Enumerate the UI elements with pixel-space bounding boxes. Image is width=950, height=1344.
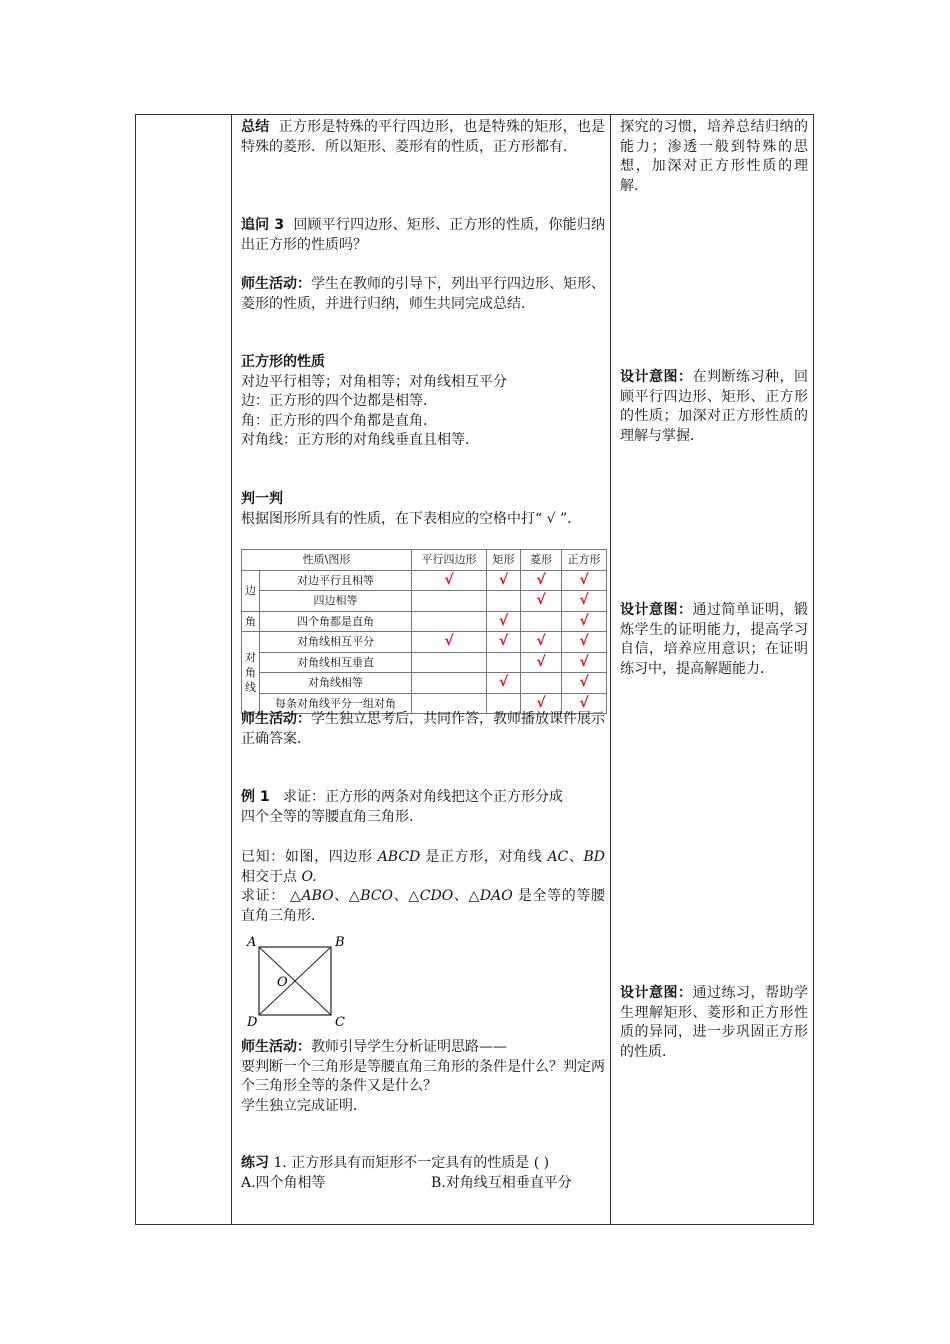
check-mark-icon: √ bbox=[536, 633, 546, 649]
summary-paragraph bbox=[241, 118, 605, 157]
followup3-paragraph bbox=[241, 216, 605, 255]
column-divider-left bbox=[231, 114, 232, 1225]
activity1-paragraph bbox=[241, 275, 605, 314]
design-note-3 bbox=[620, 984, 808, 1062]
example1-given bbox=[241, 848, 605, 887]
table-check-cell bbox=[487, 652, 521, 673]
design-text: 在判断练习种，回顾平行四边形、矩形、正方形的性质；加深对正方形性质的理解与掌握． bbox=[620, 369, 808, 444]
properties-title: 正方形的性质 bbox=[241, 354, 325, 370]
table-header-cell: 正方形 bbox=[562, 550, 607, 571]
table-property-name: 四个角都是直角 bbox=[260, 611, 412, 632]
judge-section bbox=[241, 490, 605, 529]
given-text: 相交于点 bbox=[241, 868, 297, 885]
table-check-cell bbox=[487, 591, 521, 612]
label-d: D bbox=[247, 1015, 258, 1030]
activity3-label: 师生活动： bbox=[241, 1039, 311, 1055]
design-label: 设计意图： bbox=[620, 985, 693, 1001]
check-mark-icon: √ bbox=[498, 674, 509, 690]
right-intro: 探究的习惯，培养总结归纳的能力；渗透一般到特殊的思想，加深对正方形性质的理解． bbox=[620, 119, 808, 194]
table-row bbox=[242, 611, 607, 632]
design-label: 设计意图： bbox=[620, 602, 693, 618]
label-b: B bbox=[335, 935, 345, 950]
table-property-name: 对边平行且相等 bbox=[260, 570, 412, 591]
table-check-cell bbox=[521, 591, 562, 612]
table-check-cell bbox=[521, 673, 562, 694]
table-row bbox=[242, 570, 607, 591]
design-note-2 bbox=[620, 601, 808, 679]
check-mark-icon: √ bbox=[579, 694, 589, 711]
table-row bbox=[242, 673, 607, 694]
square-figure bbox=[241, 935, 345, 1030]
table-check-cell bbox=[562, 673, 607, 694]
table-check-cell bbox=[487, 570, 521, 591]
design-text: 通过练习，帮助学生理解矩形、菱形和正方形性质的异同，进一步巩固正方形的性质． bbox=[620, 985, 808, 1060]
activity2-paragraph bbox=[241, 710, 605, 749]
table-header-row bbox=[242, 550, 607, 571]
option-b: B.对角线互相垂直平分 bbox=[431, 1174, 572, 1191]
check-mark-icon: √ bbox=[498, 612, 509, 629]
table-row bbox=[242, 632, 607, 653]
check-mark-icon: √ bbox=[444, 633, 454, 649]
property-line: 边：正方形的四个边都是相等． bbox=[241, 393, 437, 409]
given-text: 已知：如图，四边形 bbox=[241, 849, 373, 865]
table-check-cell bbox=[521, 611, 562, 632]
given-ac: AC bbox=[547, 849, 569, 865]
table-check-cell bbox=[562, 591, 607, 612]
label-o: O bbox=[277, 975, 288, 990]
design-text: 通过简单证明，锻炼学生的证明能力，提高学习自信，培养应用意识；在证明练习中，提高解题能力． bbox=[620, 602, 808, 677]
table-check-cell bbox=[521, 652, 562, 673]
table-check-cell bbox=[562, 632, 607, 653]
table-check-cell bbox=[412, 632, 487, 653]
design-note-1 bbox=[620, 368, 808, 446]
activity3-text3: 学生独立完成证明． bbox=[241, 1097, 367, 1114]
prove-prefix: 求证： bbox=[241, 888, 285, 904]
table-group-label: 对 角 线 bbox=[242, 632, 260, 714]
table-header-cell: 矩形 bbox=[487, 550, 521, 571]
activity3-text2: 要判断一个三角形是等腰直角三角形的条件是什么？判定两个三角形全等的条件又是什么？ bbox=[241, 1058, 605, 1094]
check-mark-icon: √ bbox=[579, 653, 589, 670]
check-mark-icon: √ bbox=[498, 633, 509, 649]
summary-text: 正方形是特殊的平行四边形，也是特殊的矩形，也是特殊的菱形．所以矩形、菱形有的性质，正方形都有． bbox=[241, 119, 606, 155]
label-c: C bbox=[335, 1015, 345, 1030]
table-check-cell bbox=[487, 673, 521, 694]
column-divider-right bbox=[610, 114, 611, 1225]
activity1-text: 学生在教师的引导下，列出平行四边形、矩形、菱形的性质，并进行归纳，师生共同完成总结． bbox=[241, 276, 605, 312]
given-o: O. bbox=[301, 868, 317, 885]
table-check-cell bbox=[412, 591, 487, 612]
activity2-text: 学生独立思考后，共同作答，教师播放课件展示正确答案． bbox=[241, 711, 605, 747]
table-check-cell bbox=[412, 570, 487, 591]
design-label: 设计意图： bbox=[620, 369, 693, 385]
table-check-cell bbox=[487, 632, 521, 653]
exercise-paragraph bbox=[241, 1154, 605, 1193]
followup3-label: 追问 3 bbox=[241, 217, 285, 233]
check-mark-icon: √ bbox=[579, 633, 589, 649]
check-mark-icon: √ bbox=[579, 612, 589, 629]
example1-paragraph bbox=[241, 788, 576, 827]
table-property-name: 四边相等 bbox=[260, 591, 412, 612]
check-mark-icon: √ bbox=[579, 674, 589, 690]
triangle-bco: △BCO bbox=[348, 888, 394, 904]
check-mark-icon: √ bbox=[498, 571, 509, 588]
table-group-label: 角 bbox=[242, 611, 260, 632]
check-mark-icon: √ bbox=[444, 571, 454, 588]
example1-label: 例 1 bbox=[241, 789, 270, 805]
table-header-cell: 性质\图形 bbox=[242, 550, 412, 571]
table-check-cell bbox=[412, 673, 487, 694]
activity3-paragraph bbox=[241, 1038, 605, 1116]
exercise-text: 1. 正方形具有而矩形不一定具有的性质是 ( ) bbox=[273, 1155, 550, 1171]
table-check-cell bbox=[412, 652, 487, 673]
table-property-name: 对角线相互平分 bbox=[260, 632, 412, 653]
table-check-cell bbox=[562, 570, 607, 591]
summary-label: 总结 bbox=[241, 119, 270, 135]
activity3-text1: 教师引导学生分析证明思路—— bbox=[311, 1039, 507, 1055]
triangle-cdo: △CDO bbox=[408, 888, 454, 904]
exercise-label: 练习 bbox=[241, 1155, 269, 1171]
table-property-name: 每条对角线平分一组对角 bbox=[260, 693, 412, 714]
table-property-name: 对角线相互垂直 bbox=[260, 652, 412, 673]
option-a: A.四个角相等 bbox=[241, 1174, 326, 1191]
property-line: 角：正方形的四个角都是直角． bbox=[241, 412, 437, 429]
triangle-abo: △ABO bbox=[290, 888, 334, 904]
check-mark-icon: √ bbox=[579, 571, 589, 588]
given-abcd: ABCD bbox=[377, 849, 421, 865]
judge-title: 判一判 bbox=[241, 491, 283, 507]
table-row bbox=[242, 591, 607, 612]
judge-instruction: 根据图形所具有的性质，在下表相应的空格中打“ √ ”． bbox=[241, 510, 582, 527]
table-check-cell bbox=[521, 570, 562, 591]
property-table bbox=[241, 549, 607, 714]
check-mark-icon: √ bbox=[536, 571, 546, 588]
table-property-name: 对角线相等 bbox=[260, 673, 412, 694]
table-header-cell: 平行四边形 bbox=[412, 550, 487, 571]
table-group-label: 边 bbox=[242, 570, 260, 611]
example1-text: 求证：正方形的两条对角线把这个正方形分成四个全等的等腰直角三角形． bbox=[241, 789, 563, 825]
activity1-label: 师生活动： bbox=[241, 276, 311, 292]
table-row bbox=[242, 652, 607, 673]
followup3-text: 回顾平行四边形、矩形、正方形的性质，你能归纳出正方形的性质吗？ bbox=[241, 217, 605, 253]
given-text: 是正方形，对角线 bbox=[425, 849, 543, 865]
table-check-cell bbox=[487, 611, 521, 632]
check-mark-icon: √ bbox=[536, 653, 546, 670]
table-check-cell bbox=[521, 632, 562, 653]
table-check-cell bbox=[412, 611, 487, 632]
property-line: 对边平行相等；对角相等；对角线相互平分 bbox=[241, 373, 507, 390]
table-check-cell bbox=[562, 611, 607, 632]
check-mark-icon: √ bbox=[579, 592, 589, 608]
prove-suffix: 是全等的等腰直角三角形． bbox=[241, 888, 606, 924]
check-mark-icon: √ bbox=[536, 694, 546, 711]
square-properties bbox=[241, 353, 605, 451]
triangle-dao: △DAO bbox=[468, 888, 513, 904]
given-sep: 、 bbox=[568, 849, 584, 865]
example1-prove: 求证： △ABO、△BCO、△CDO、△DAO 是全等的等腰直角三角形． bbox=[241, 888, 606, 924]
property-line: 对角线：正方形的对角线垂直且相等． bbox=[241, 432, 479, 448]
table-check-cell bbox=[562, 652, 607, 673]
given-bd: BD bbox=[583, 849, 606, 865]
label-a: A bbox=[247, 935, 257, 950]
check-mark-icon: √ bbox=[536, 592, 546, 608]
activity2-label: 师生活动： bbox=[241, 711, 311, 727]
table-header-cell: 菱形 bbox=[521, 550, 562, 571]
